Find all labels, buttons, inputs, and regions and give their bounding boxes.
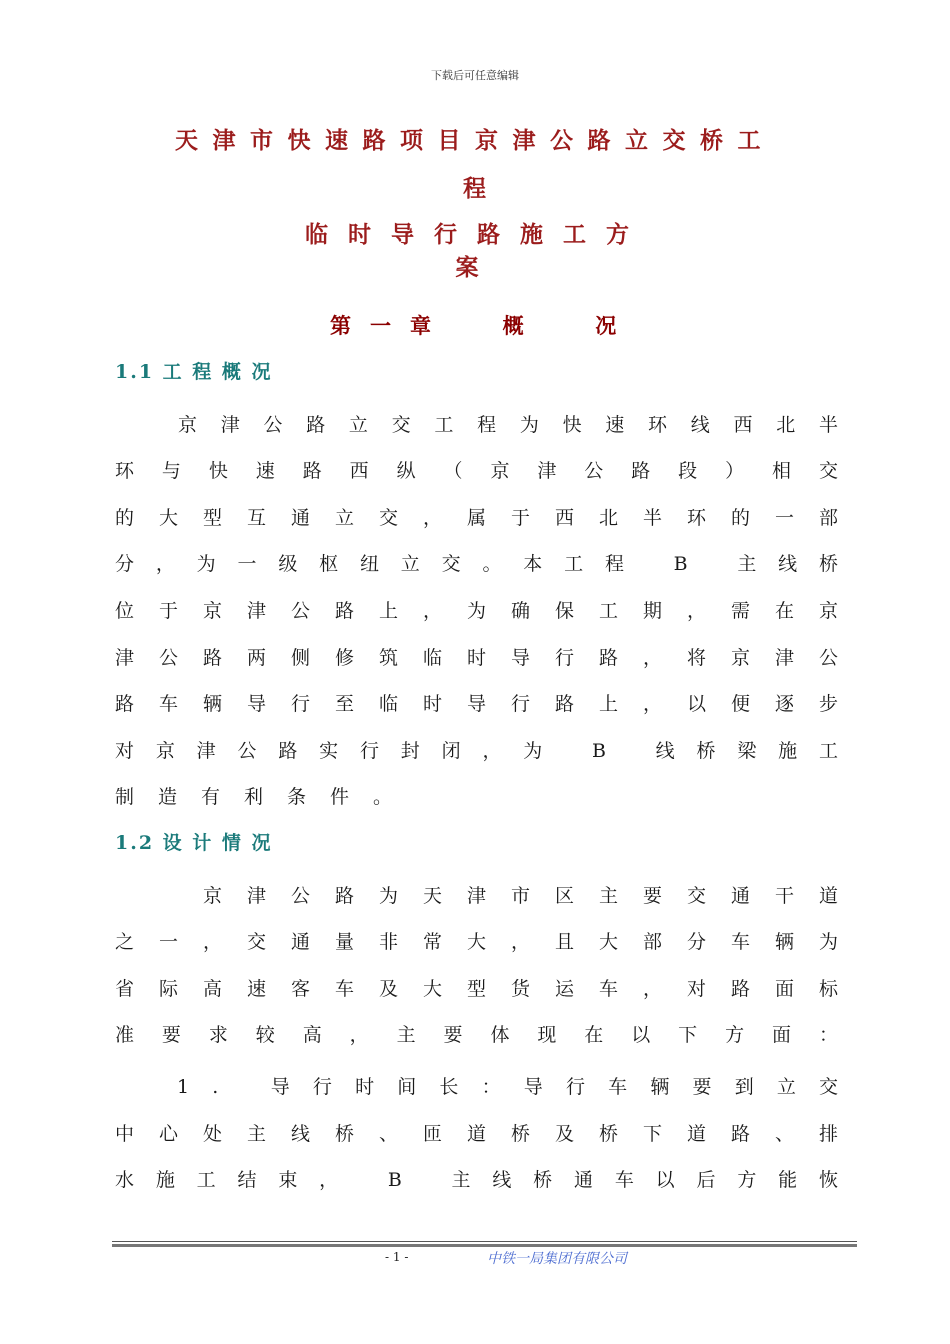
paragraph-line [115, 927, 864, 954]
paragraph-line-text: 路车辆导行至临时导行路上，以便逐步 [115, 693, 864, 715]
paragraph-line-text: 对京津公路实行封闭，为 B 线桥梁施工 [115, 740, 860, 762]
document-title-line-3: 临时导行路施工方案 [305, 221, 649, 281]
paragraph-line-text: 省际高速客车及大型货运车，对路面标 [115, 978, 864, 1000]
paragraph-line-text: 的大型互通立交，属于西北半环的一部 [115, 507, 864, 529]
paragraph-line-text: 水施工结束， B 主线桥通车以后方能恢 [115, 1169, 860, 1191]
paragraph-line-text: 京津公路立交工程为快速环线西北半 [178, 414, 862, 436]
paragraph-line-text: 准要求较高，主要体现在以下方面： [115, 1024, 866, 1046]
paragraph-line [115, 643, 864, 670]
paragraph-line-text: 津公路两侧修筑临时导行路，将京津公 [115, 647, 864, 669]
section-heading-1-1: 1.1 工 程 概 况 [115, 361, 273, 383]
paragraph-line [115, 1119, 864, 1146]
company-name: 中铁一局集团有限公司 [487, 1251, 627, 1267]
paragraph-line-text: 环与快速路西纵（京津公路段）相交 [115, 460, 866, 482]
paragraph-line-text: 位于京津公路上，为确保工期，需在京 [115, 600, 864, 622]
paragraph-line [115, 782, 838, 809]
paragraph-line [203, 881, 864, 908]
document-title-line-2: 程 [463, 175, 487, 202]
document-title-line-1: 天津市快速路项目京津公路立交桥工 [175, 127, 775, 154]
paragraph-line [115, 1165, 860, 1192]
footer-rule-thick [112, 1244, 857, 1247]
paragraph-line [115, 689, 864, 716]
section-heading-1-2: 1.2 设 计 情 况 [115, 832, 273, 854]
paragraph-line [178, 410, 862, 437]
chapter-heading: 第一章 概 况 [330, 313, 636, 338]
page-number: - 1 - [385, 1250, 409, 1264]
paragraph-line-text: 京津公路为天津市区主要交通干道 [203, 885, 864, 907]
paragraph-line-text: 之一，交通量非常大，且大部分车辆为 [115, 931, 864, 953]
header-note: 下载后可任意编辑 [431, 69, 519, 82]
paragraph-line [115, 503, 864, 530]
paragraph-line [115, 549, 860, 576]
paragraph-line-text: 分，为一级枢纽立交。本工程 B 主线桥 [115, 553, 860, 575]
paragraph-line [115, 596, 864, 623]
paragraph-line [115, 974, 864, 1001]
paragraph-line-text: 1. 导行时间长：导行车辆要到立交 [177, 1076, 862, 1098]
paragraph-line [115, 456, 866, 483]
paragraph-line-text: 中心处主线桥、匝道桥及桥下道路、排 [115, 1123, 864, 1145]
paragraph-line [115, 1020, 866, 1047]
paragraph-line [177, 1072, 862, 1099]
paragraph-line [115, 736, 860, 763]
paragraph-line-text: 制造有利条件。 [115, 786, 417, 808]
footer-rule [112, 1241, 857, 1242]
